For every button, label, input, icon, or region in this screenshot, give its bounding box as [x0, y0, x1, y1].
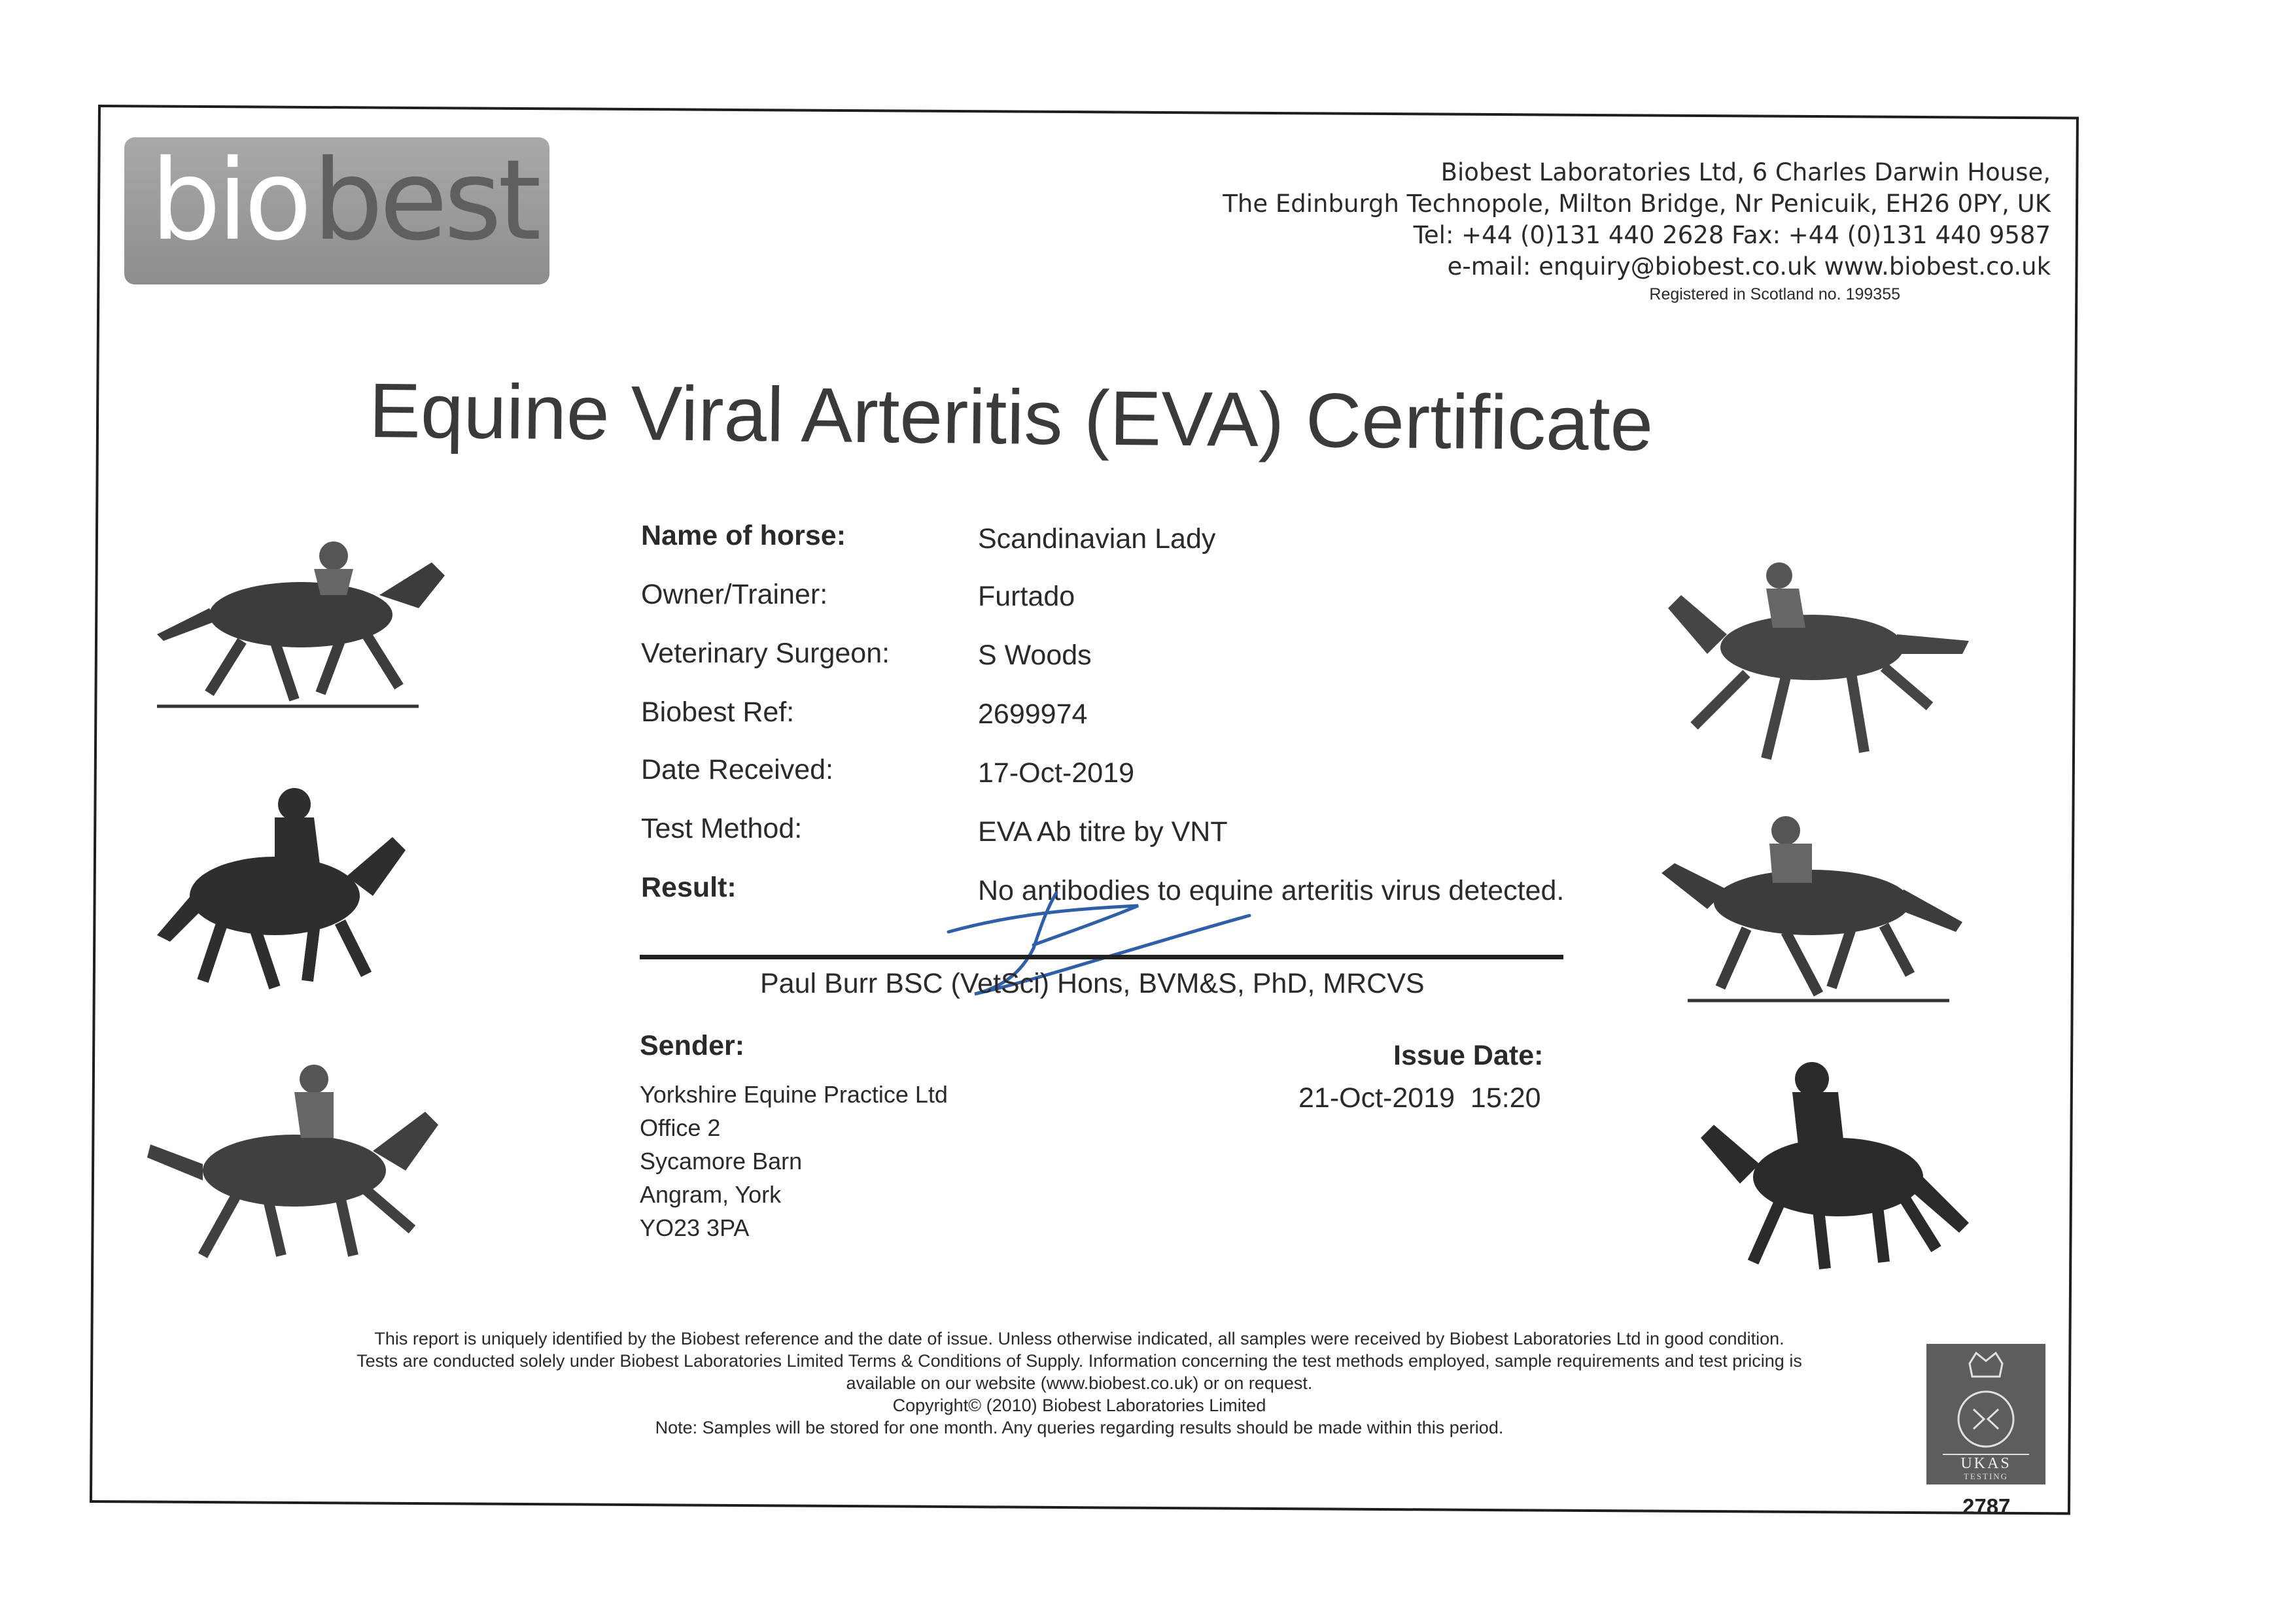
horse-label: Name of horse:	[641, 520, 846, 551]
ukas-accreditation-badge	[1926, 1344, 2045, 1484]
vet-label: Veterinary Surgeon:	[641, 638, 890, 669]
result-value: No antibodies to equine arteritis virus detected.	[978, 875, 1565, 906]
footer-line: Tests are conducted solely under Biobest Laboratories Limited Terms & Conditions of Supply. Information concerning the test methods employed, sample requirements and test pricing is	[357, 1351, 1802, 1371]
ukas-number: 2787	[1962, 1494, 2011, 1518]
racehorse-left-2-icon	[144, 785, 419, 1001]
sender-address	[640, 1078, 948, 1244]
date-received-value: 17-Oct-2019	[978, 757, 1135, 789]
vet-value: S Woods	[978, 640, 1092, 671]
racehorse-left-3-icon	[137, 1059, 451, 1269]
owner-label: Owner/Trainer:	[641, 579, 828, 610]
issue-date-value: 21-Oct-2019 15:20	[1298, 1082, 1541, 1114]
racehorse-right-3-icon	[1688, 1053, 1989, 1275]
racehorse-right-2-icon	[1648, 811, 1975, 1007]
footer-line: Note: Samples will be stored for one month. Any queries regarding results should be made within this period.	[655, 1418, 1504, 1437]
sender-address-line: Office 2	[640, 1114, 721, 1141]
biobest-logo	[124, 137, 549, 284]
logo-text-best: best	[313, 137, 538, 266]
ref-value: 2699974	[978, 698, 1088, 730]
sender-label: Sender:	[640, 1030, 745, 1061]
address-line-1: Biobest Laboratories Ltd, 6 Charles Darwin House,	[1440, 158, 2051, 186]
ukas-text: UKAS	[1960, 1455, 2011, 1472]
racehorse-right-1-icon	[1655, 562, 1982, 765]
ukas-subtext: TESTING	[1963, 1471, 2009, 1481]
web-line: e-mail: enquiry@biobest.co.uk www.biobest.co.uk	[1447, 252, 2051, 281]
sender-address-line: YO23 3PA	[640, 1214, 750, 1241]
issue-date-label: Issue Date:	[1393, 1040, 1544, 1071]
owner-value: Furtado	[978, 581, 1075, 612]
test-method-value: EVA Ab titre by VNT	[978, 816, 1228, 848]
ref-label: Biobest Ref:	[641, 696, 795, 728]
sender-address-line: Angram, York	[640, 1181, 782, 1208]
horse-value: Scandinavian Lady	[978, 523, 1216, 555]
footer-line: This report is uniquely identified by the Biobest reference and the date of issue. Unless otherwise indicated, all samples were received by Biobest Laboratories Ltd in good condition.	[374, 1329, 1784, 1348]
logo-text-bio: bio	[150, 137, 309, 266]
footer-line: Copyright© (2010) Biobest Laboratories Limited	[892, 1396, 1266, 1415]
sender-address-line: Sycamore Barn	[640, 1148, 803, 1175]
test-method-label: Test Method:	[641, 813, 803, 844]
racehorse-left-1-icon	[144, 523, 458, 719]
registration-line: Registered in Scotland no. 199355	[1649, 285, 1900, 303]
signatory-name: Paul Burr BSC (VetSci) Hons, BVM&S, PhD, MRCVS	[760, 968, 1425, 999]
date-received-label: Date Received:	[641, 754, 833, 785]
sender-address-line: Yorkshire Equine Practice Ltd	[640, 1081, 948, 1108]
lab-address-block	[1223, 157, 2051, 306]
footer-line: available on our website (www.biobest.co.uk) or on request.	[846, 1373, 1313, 1393]
certificate-title: Equine Viral Arteritis (EVA) Certificate	[368, 367, 1654, 468]
address-line-2: The Edinburgh Technopole, Milton Bridge, Nr Penicuik, EH26 0PY, UK	[1223, 190, 2051, 218]
result-label: Result:	[641, 872, 737, 903]
signature-line	[640, 955, 1563, 959]
contact-line: Tel: +44 (0)131 440 2628 Fax: +44 (0)131 440 9587	[1413, 221, 2051, 249]
footer-disclaimer	[249, 1328, 1910, 1439]
